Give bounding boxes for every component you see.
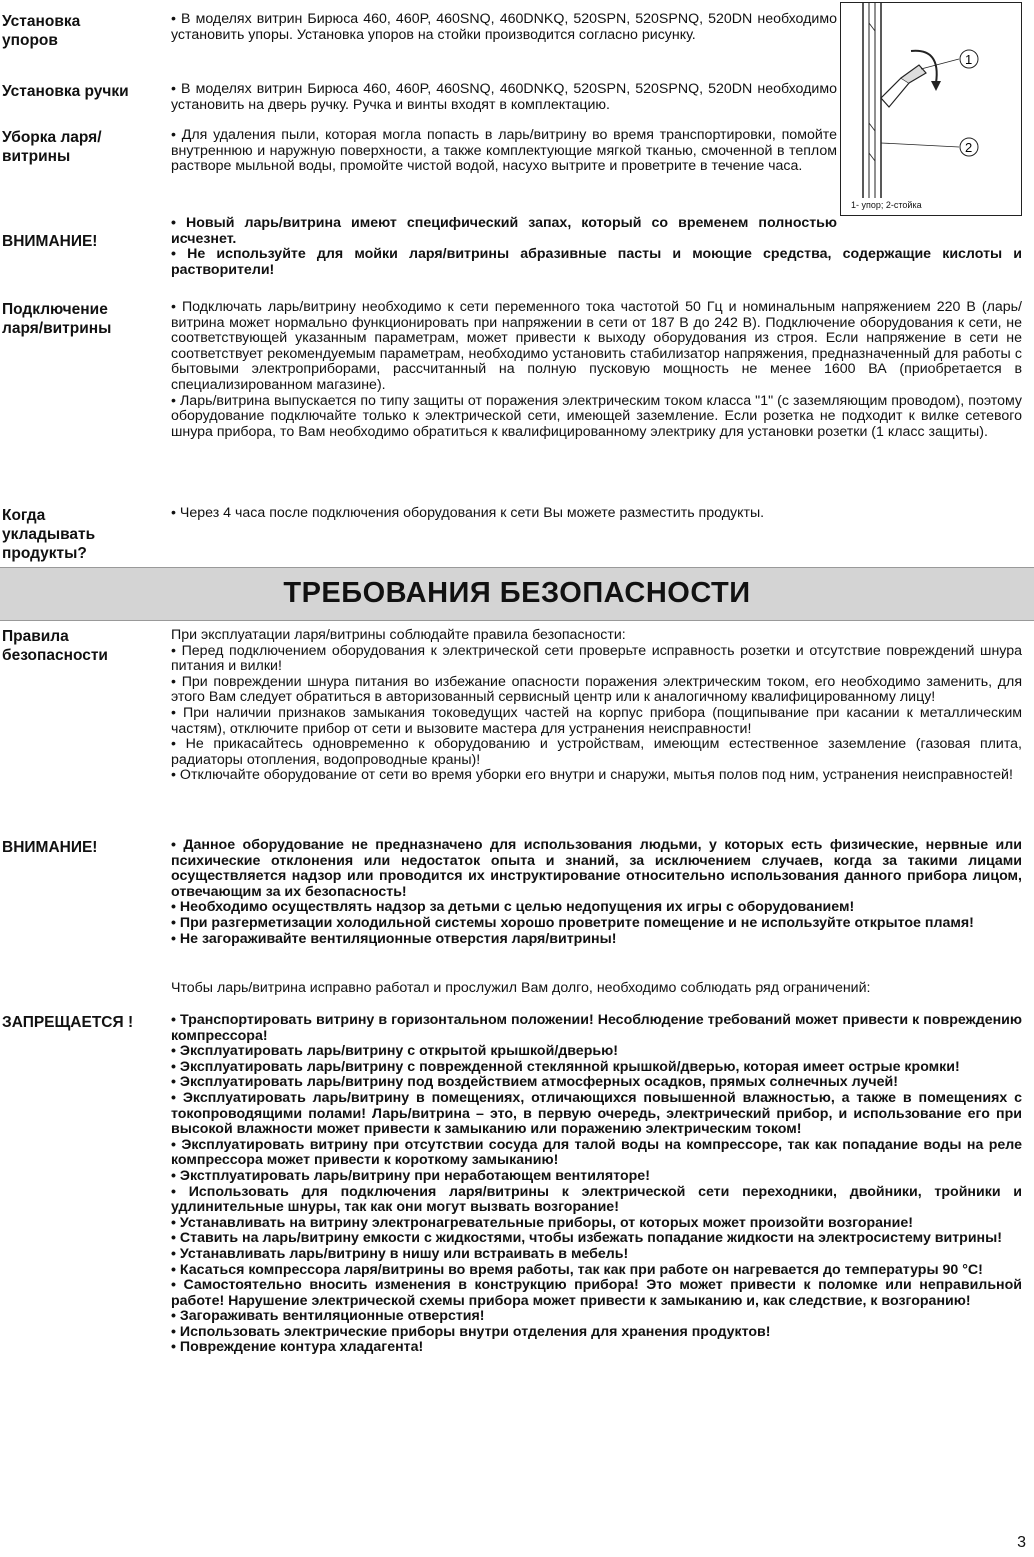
safety-rules-text: При эксплуатации ларя/витрины соблюдайте правила безопасности: • Перед подключением оборудования к электрической сети проверьте исправность розетки и отсутствие повреждений шнура питания и вилки! • При повреждении шнура питания во избежание опасности поражения электрическим током, его необходимо заменить, для этого Вам следует обратиться в авторизованный сервисный центр или к аналогичному квалифицированному лицу! • При наличии признаков замыкания токоведущих частей на корпус прибора (пощипывание при касании к металлическим частям), отключите прибор от сети и вызовите мастера для устранения неисправности! • Не прикасайтесь одновременно к оборудованию и устройствам, имеющим естественное заземление (газовая плита, радиаторы отопления, водопроводные краны)! • Отключайте оборудование от сети во время уборки его внутри и снаружи, мытья полов под ним, устранения неисправностей! bbox=[171, 627, 1022, 784]
callout-2-label: 2 bbox=[965, 140, 973, 155]
figure-caption: 1- упор; 2-стойка bbox=[851, 200, 922, 210]
install-stops-heading: Установка упоров bbox=[2, 13, 81, 49]
restrictions-note: Чтобы ларь/витрина исправно работал и прослужил Вам долго, необходимо соблюдать ряд ограничений: bbox=[171, 980, 871, 996]
attention-heading-2: ВНИМАНИЕ! bbox=[2, 839, 98, 856]
attention-heading-1: ВНИМАНИЕ! bbox=[2, 233, 98, 250]
install-handle-text: • В моделях витрин Бирюса 460, 460P, 460SNQ, 460DNKQ, 520SPN, 520SPNQ, 520DN необходимо установить на дверь ручку. Ручка и винты входят в комплектацию. bbox=[171, 81, 837, 113]
connection-heading: Подключение ларя/витрины bbox=[2, 301, 112, 337]
when-load-text: • Через 4 часа после подключения оборудования к сети Вы можете разместить продукты. bbox=[171, 505, 765, 521]
cleaning-heading: Уборка ларя/ витрины bbox=[2, 129, 102, 165]
connection-text: • Подключать ларь/витрину необходимо к сети переменного тока частотой 50 Гц и номинальным напряжением 220 В (ларь/витрина может нормально функционировать при напряжении в сети от 187 В до 242 В). Подключение оборудования к сети, не соответствующей указанным параметрам, может привести к выходу оборудования из строя. Если напряжение в сети не соответствует рекомендуемым параметрам, необходимо установить стабилизатор напряжения, предназначенный для работы с бытовыми электроприборами, рассчитанный на полную пусковую мощность не менее 1600 ВА (приобретается в специализированном магазине). • Ларь/витрина выпускается по типу защиты от поражения электрическим током класса "1" (с заземляющим проводом), поэтому оборудование подключайте только к электрической сети, имеющей заземление. Если розетка не подходит к вилке сетевого шнура прибора, то Вам необходимо обратиться к квалифицированному электрику для установки розетки (1 класс защиты). bbox=[171, 299, 1022, 440]
callout-1-label: 1 bbox=[965, 52, 973, 67]
safety-banner-title: ТРЕБОВАНИЯ БЕЗОПАСНОСТИ bbox=[283, 577, 751, 609]
prohibited-heading: ЗАПРЕЩАЕТСЯ ! bbox=[2, 1014, 134, 1031]
when-load-heading: Когда укладывать продукты? bbox=[2, 507, 96, 562]
attention-text-1: • Новый ларь/витрина имеют специфический запах, который со временем полностью исчезнет. • Не используйте для мойки ларя/витрины абразивные пасты и моющие средства, содержащие кислоты и растворители! bbox=[171, 215, 1022, 278]
stop-installation-drawing bbox=[841, 3, 1021, 198]
cleaning-text: • Для удаления пыли, которая могла попасть в ларь/витрину во время транспортировки, помойте внутреннюю и наружную поверхности, а также комплектующие мягкой тканью, смоченной в теплом растворе мыльной воды, промойте чистой водой, насухо вытрите и проветрите в течение часа. bbox=[171, 127, 837, 175]
install-stops-text: • В моделях витрин Бирюса 460, 460P, 460SNQ, 460DNKQ, 520SPN, 520SPNQ, 520DN необходимо установить упоры. Установка упоров на стойки производится согласно рисунку. bbox=[171, 11, 837, 43]
safety-banner bbox=[0, 567, 1034, 621]
stop-installation-figure bbox=[840, 2, 1022, 216]
page-number: 3 bbox=[1017, 1534, 1026, 1551]
install-handle-heading: Установка ручки bbox=[2, 83, 129, 100]
safety-rules-heading: Правила безопасности bbox=[2, 628, 108, 664]
attention-text-2: • Данное оборудование не предназначено для использования людьми, у которых есть физические, нервные или психические отклонения или недостаток опыта и знаний, за исключением случаев, когда за такими лицами осуществляется надзор или проводится их инструктирование относительно использования данного прибора лицом, отвечающим за их безопасность! • Необходимо осуществлять надзор за детьми с целью недопущения их игры с оборудованием! • При разгерметизации холодильной системы хорошо проветрите помещение и не используйте открытое пламя! • Не загораживайте вентиляционные отверстия ларя/витрины! bbox=[171, 837, 1022, 947]
prohibited-text: • Транспортировать витрину в горизонтальном положении! Несоблюдение требований может привести к повреждению компрессора! • Эксплуатировать ларь/витрину с открытой крышкой/дверью! • Эксплуатировать ларь/витрину с поврежденной стеклянной крышкой/дверью, которая имеет острые кромки! • Эксплуатировать ларь/витрину под воздействием атмосферных осадков, прямых солнечных лучей! • Эксплуатировать ларь/витрину в помещениях, отличающихся повышенной влажностью, а также в помещениях с токопроводящими полами! Ларь/витрина – это, в первую очередь, электрический прибор, и использование его при высокой влажности может привести к замыканию или поражению электрическим током! • Эксплуатировать витрину при отсутствии сосуда для талой воды на компрессоре, так как попадание воды на реле компрессора может привести к короткому замыканию! • Экстплуатировать ларь/витрину при неработающем вентиляторе! • Использовать для подключения ларя/витрины к электрической сети переходники, двойники, тройники и удлинительные шнуры, так как они могут вызвать возгорание! • Устанавливать на витрину электронагревательные приборы, от которых может произойти возгорание! • Ставить на ларь/витрину емкости с жидкостями, чтобы избежать попадание жидкости на электросистему витрины! • Устанавливать ларь/витрину в нишу или встраивать в мебель! • Касаться компрессора ларя/витрины во время работы, так как при работе он нагревается до температуры 90 °С! • Самостоятельно вносить изменения в конструкцию прибора! Это может привести к поломке или неправильной работе! Нарушение электрической схемы прибора может привести к замыканию и, как следствие, к возгоранию! • Загораживать вентиляционные отверстия! • Использовать электрические приборы внутри отделения для хранения продуктов! • Повреждение контура хладагента! bbox=[171, 1012, 1022, 1356]
